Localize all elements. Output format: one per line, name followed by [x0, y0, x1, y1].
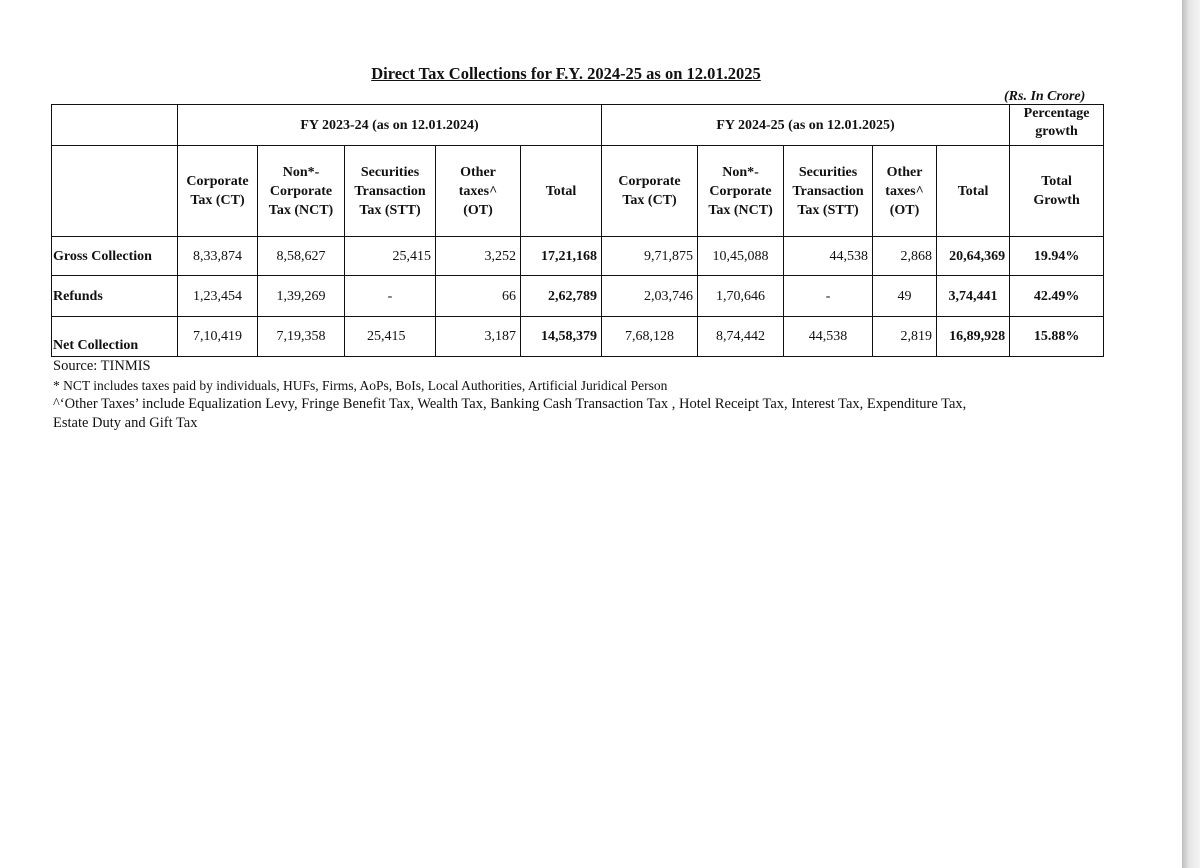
unit-note: (Rs. In Crore) [1004, 89, 1086, 104]
cell-total-prev: 17,21,168 [521, 237, 602, 276]
footnotes [53, 357, 1153, 433]
col-header-line: taxes^ [885, 183, 924, 199]
cell-nct-prev: 7,19,358 [258, 317, 345, 357]
document-title: Direct Tax Collections for F.Y. 2024-25 as on 12.01.2025 [371, 64, 761, 83]
cell-ct-prev: 8,33,874 [178, 237, 258, 276]
cell-growth: 42.49% [1010, 276, 1104, 317]
cell-ot-prev: 3,187 [436, 317, 521, 357]
cell-nct-curr: 8,74,442 [698, 317, 784, 357]
header-blank-cell [52, 105, 178, 146]
cell-ct-prev: 1,23,454 [178, 276, 258, 317]
cell-total-prev: 14,58,379 [521, 317, 602, 357]
header-pct-growth [1010, 105, 1104, 146]
col-header-nct-curr [698, 146, 784, 237]
cell-nct-curr: 1,70,646 [698, 276, 784, 317]
col-header-line: Growth [1033, 193, 1080, 208]
header-blank-cell [52, 146, 178, 237]
col-header-line: Corporate [709, 183, 772, 199]
col-header-line: Corporate [618, 174, 681, 189]
cell-stt-curr: - [784, 276, 873, 317]
col-header-ot-curr [873, 146, 937, 237]
cell-nct-prev: 8,58,627 [258, 237, 345, 276]
row-label: Refunds [52, 276, 178, 317]
col-header-line: Non*- [282, 164, 320, 180]
cell-ot-curr: 2,819 [873, 317, 937, 357]
cell-ct-prev: 7,10,419 [178, 317, 258, 357]
header-row-fy [52, 105, 1104, 146]
header-pct-growth-line2: growth [1035, 124, 1078, 139]
tax-collections-table [51, 104, 1104, 357]
col-header-ct-curr [602, 146, 698, 237]
cell-ct-curr: 7,68,128 [602, 317, 698, 357]
col-header-total-curr: Total [937, 146, 1010, 237]
cell-ot-prev: 3,252 [436, 237, 521, 276]
col-header-line: Other [886, 164, 923, 180]
header-fy-curr: FY 2024-25 (as on 12.01.2025) [602, 105, 1010, 146]
col-header-line: Corporate [186, 174, 249, 189]
col-header-line: Total [1041, 174, 1072, 189]
page-edge-shadow [1182, 0, 1200, 868]
col-header-nct-prev [258, 146, 345, 237]
col-header-line: Transaction [354, 183, 426, 199]
cell-ct-curr: 9,71,875 [602, 237, 698, 276]
col-header-line: Tax (NCT) [268, 202, 334, 218]
col-header-line: Tax (CT) [622, 193, 677, 208]
cell-stt-prev: 25,415 [345, 237, 436, 276]
col-header-line: Other [460, 164, 496, 180]
cell-stt-curr: 44,538 [784, 237, 873, 276]
col-header-line: Tax (NCT) [708, 202, 773, 218]
cell-nct-prev: 1,39,269 [258, 276, 345, 317]
table-row-net-collection [52, 317, 1104, 357]
cell-stt-curr: 44,538 [784, 317, 873, 357]
other-taxes-footnote-line2: Estate Duty and Gift Tax [53, 415, 198, 431]
cell-ot-prev: 66 [436, 276, 521, 317]
col-header-line: Securities [360, 164, 420, 180]
cell-ct-curr: 2,03,746 [602, 276, 698, 317]
cell-stt-prev: - [345, 276, 436, 317]
col-header-line: (OT) [889, 202, 920, 218]
col-header-line: Tax (STT) [797, 202, 859, 218]
col-header-stt-prev [345, 146, 436, 237]
col-header-line: Transaction [792, 183, 864, 199]
cell-total-curr: 3,74,441 [937, 276, 1010, 317]
col-header-line: Tax (STT) [359, 202, 421, 218]
cell-growth: 15.88% [1010, 317, 1104, 357]
col-header-total-prev: Total [521, 146, 602, 237]
col-header-total-growth [1010, 146, 1104, 237]
cell-stt-prev: 25,415 [345, 317, 436, 357]
col-header-line: (OT) [463, 202, 493, 218]
col-header-line: Tax (CT) [190, 193, 245, 208]
cell-ot-curr: 2,868 [873, 237, 937, 276]
col-header-ot-prev [436, 146, 521, 237]
row-label: Net Collection [52, 317, 178, 357]
col-header-line: Corporate [269, 183, 333, 199]
header-pct-growth-line1: Percentage [1023, 106, 1090, 121]
col-header-line: Securities [798, 164, 858, 180]
cell-ot-curr: 49 [873, 276, 937, 317]
other-taxes-footnote-line1: ^‘Other Taxes’ include Equalization Levy, Fringe Benefit Tax, Wealth Tax, Banking Cash Transaction Tax , Hotel Receipt Tax, Interest Tax, Expenditure Tax, [53, 396, 967, 412]
cell-total-curr: 16,89,928 [937, 317, 1010, 357]
header-fy-prev: FY 2023-24 (as on 12.01.2024) [178, 105, 602, 146]
header-row-columns [52, 146, 1104, 237]
col-header-stt-curr [784, 146, 873, 237]
cell-total-curr: 20,64,369 [937, 237, 1010, 276]
col-header-line: taxes^ [458, 183, 498, 199]
nct-footnote: * NCT includes taxes paid by individuals, HUFs, Firms, AoPs, BoIs, Local Authorities, Artificial Juridical Person [53, 378, 668, 393]
table-row-gross-collection [52, 237, 1104, 276]
source-note: Source: TINMIS [53, 358, 151, 374]
cell-total-prev: 2,62,789 [521, 276, 602, 317]
row-label: Gross Collection [52, 237, 178, 276]
col-header-line: Non*- [722, 164, 759, 180]
col-header-ct-prev [178, 146, 258, 237]
cell-growth: 19.94% [1010, 237, 1104, 276]
cell-nct-curr: 10,45,088 [698, 237, 784, 276]
table-row-refunds [52, 276, 1104, 317]
